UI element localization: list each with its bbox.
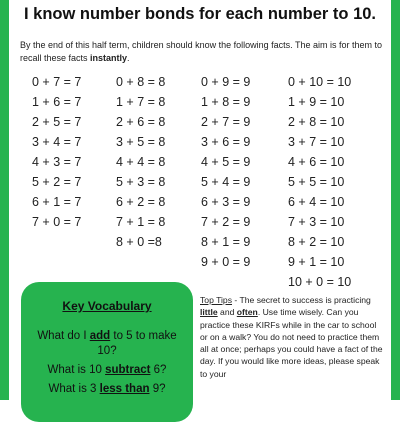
tips-text: - The secret to success is practicing [232,295,371,305]
fact-item: 9 + 0 = 9 [201,255,251,269]
facts-column-10 [288,72,351,292]
fact-item: 2 + 8 = 10 [288,115,345,129]
vocab-heading: Key Vocabulary [62,299,152,313]
fact-item: 5 + 2 = 7 [32,175,82,189]
fact-item: 0 + 10 = 10 [288,75,352,89]
tips-emphasis: often [236,307,258,318]
vocab-text: 9? [149,383,166,395]
page-title: I know number bonds for each number to 10. [23,5,377,23]
fact-item: 6 + 3 = 9 [201,195,251,209]
fact-item: 3 + 5 = 8 [116,135,166,149]
vocab-question [27,363,187,378]
fact-item: 0 + 7 = 7 [32,75,82,89]
fact-item: 1 + 7 = 8 [116,95,166,109]
intro-text [20,39,382,64]
fact-item: 8 + 2 = 10 [288,235,345,249]
top-tips-label: Top Tips [200,295,233,305]
vocab-keyword: add [89,330,111,342]
key-vocabulary-panel [21,282,193,422]
intro-part: By the end of this half term, children should know the following facts. The aim is for them to recall these facts [20,40,383,63]
fact-item: 10 + 0 = 10 [288,275,352,289]
vocab-text: What is 10 [47,364,106,376]
vocab-text: What do I [37,330,90,342]
tips-text: . Use time wisely. Can you practice these KIRFs while in the car to school or on a walk? You do not need to practice them all at once; perhaps you could have a fact of the day. If you would like more ideas, please speak to your [200,307,383,379]
fact-item: 7 + 3 = 10 [288,215,345,229]
fact-item: 0 + 8 = 8 [116,75,166,89]
fact-item: 1 + 6 = 7 [32,95,82,109]
tips-emphasis: little [200,307,218,318]
vocab-question [27,329,187,359]
fact-item: 3 + 7 = 10 [288,135,345,149]
intro-emphasis: instantly [90,52,128,63]
fact-item: 7 + 2 = 9 [201,215,251,229]
vocab-text: to 5 to make 10? [97,330,177,357]
fact-item: 4 + 5 = 9 [201,155,251,169]
fact-item: 7 + 1 = 8 [116,215,166,229]
vocab-question [27,382,187,397]
vocab-keyword: less than [99,383,150,395]
fact-item: 0 + 9 = 9 [201,75,251,89]
fact-item: 9 + 1 = 10 [288,255,345,269]
fact-item: 1 + 8 = 9 [201,95,251,109]
fact-item: 6 + 4 = 10 [288,195,345,209]
fact-item: 6 + 1 = 7 [32,195,82,209]
fact-item: 4 + 6 = 10 [288,155,345,169]
fact-item: 5 + 5 = 10 [288,175,345,189]
fact-item: 1 + 9 = 10 [288,95,345,109]
fact-item: 8 + 0 =8 [116,235,162,249]
facts-column-8 [116,72,165,252]
fact-item: 5 + 3 = 8 [116,175,166,189]
vocab-text: 6? [150,364,167,376]
tips-text: and [217,307,237,318]
fact-item: 5 + 4 = 9 [201,175,251,189]
fact-item: 2 + 7 = 9 [201,115,251,129]
fact-item: 2 + 6 = 8 [116,115,166,129]
fact-item: 4 + 3 = 7 [32,155,82,169]
fact-item: 7 + 0 = 7 [32,215,82,229]
top-tips-text [200,294,384,380]
facts-column-9 [201,72,250,272]
fact-item: 8 + 1 = 9 [201,235,251,249]
facts-column-7 [32,72,81,232]
vocab-text: What is 3 [48,383,100,395]
fact-item: 3 + 4 = 7 [32,135,82,149]
fact-item: 4 + 4 = 8 [116,155,166,169]
fact-item: 3 + 6 = 9 [201,135,251,149]
intro-end: . [127,52,130,63]
fact-item: 2 + 5 = 7 [32,115,82,129]
vocab-keyword: subtract [105,364,151,376]
fact-item: 6 + 2 = 8 [116,195,166,209]
